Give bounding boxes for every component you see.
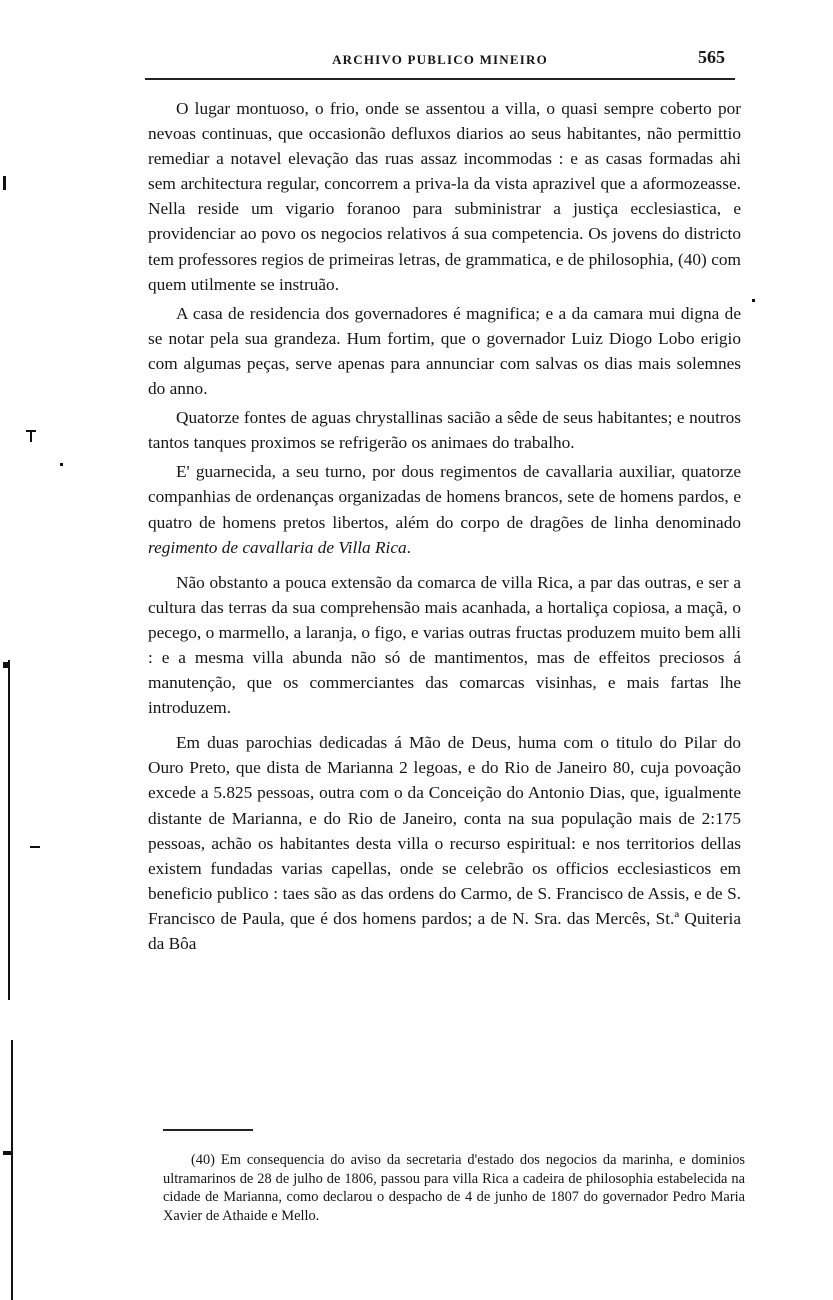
paragraph: A casa de residencia dos governadores é magnifica; e a da camara mui digna de se notar pela sua grandeza. Hum fortim, que o governador Luiz Diogo Lobo erigio com algumas peças, serve apenas para annunciar com salvas os dias mais solemnes do anno. xyxy=(148,303,741,399)
paragraph-cavalry xyxy=(148,459,741,559)
scan-mark xyxy=(60,463,63,466)
footnote: (40) Em consequencia do aviso da secretaria d'estado dos negocios da marinha, e dominios ultramarinos de 28 de julho de 1806, passou para villa Rica a cadeira de philosophia estabelecida na cidade de Marianna, como declarou o despacho de 4 de junho de 1807 do governador Pedro Maria Xavier de Athaide e Mello. xyxy=(163,1152,745,1224)
paragraph: Quatorze fontes de aguas chrystallinas sacião a sêde de seus habitantes; e noutros tantos tanques proximos se refrigerão os animaes do trabalho. xyxy=(148,408,741,453)
paragraph-text: . xyxy=(406,537,411,557)
running-title: ARCHIVO PUBLICO MINEIRO xyxy=(332,52,548,67)
body-text xyxy=(148,96,741,956)
header-rule xyxy=(145,78,735,80)
paragraph-text: E' guarnecida, a seu turno, por dous regimentos de cavallaria auxiliar, quatorze companhias de ordenanças organizadas de homens brancos, sete de homens pardos, e quatro de homens pretos libertos, além do corpo de dragões de linha denominado xyxy=(148,462,741,532)
paragraph: Em duas parochias dedicadas á Mão de Deus, huma com o titulo do Pilar do Ouro Preto, que dista de Marianna 2 legoas, e do Rio de Janeiro 80, cuja povoação excede a 5.825 pessoas, outra com o da Conceição do Antonio Dias, que, igualmente distante de Marianna, e do Rio de Janeiro, conta na sua população mais de 2:175 pessoas, achão os habitantes desta villa o recurso espiritual: e nos territorios dellas existem fundadas varias capellas, onde se celebrão os officios ecclesiasticos em beneficio publico : taes são as das ordens do Carmo, de S. Francisco de Assis, e de S. Francisco de Paula, que é dos homens pardos; a de N. Sra. das Mercês, St.ª Quiteria da Bôa xyxy=(148,733,741,953)
page-number: 565 xyxy=(698,47,725,67)
scan-mark xyxy=(3,176,6,190)
page-header xyxy=(145,44,735,74)
footnote-rule xyxy=(163,1129,253,1131)
scan-mark xyxy=(30,430,32,442)
regiment-name: regimento de cavallaria de Villa Rica xyxy=(148,537,407,557)
paragraph: Não obstanto a pouca extensão da comarca de villa Rica, a par das outras, e ser a cultura das terras da sua comprehensão mais acanhada, a hortaliça copiosa, a maçã, o pecego, o marmello, a laranja, o figo, e varias outras fructas produzem muito bem alli : e a mesma villa abunda não só de mantimentos, mas de effeitos preciosos á manutenção, que os commerciantes das comarcas visinhas, e mais fartas lhe introduzem. xyxy=(148,572,741,718)
paragraph: O lugar montuoso, o frio, onde se assentou a villa, o quasi sempre coberto por nevoas continuas, que occasionão defluxos diarios ao seus habitantes, não permittio remediar a notavel elevação das ruas assaz incommodas : e as casas formadas ahi sem architectura regular, concorrem a priva-la da vista aprazivel que a aformozeasse. Nella reside um vigario foranoo para subministrar a justiça ecclesiastica, e providenciar ao povo os negocios relativos á sua competencia. Os jovens do districto tem professores regios de primeiras letras, de grammatica, e de philosophia, (40) com quem utilmente se instruão. xyxy=(148,99,741,294)
scan-mark xyxy=(30,846,40,848)
scan-mark xyxy=(11,1040,13,1300)
scan-mark xyxy=(3,1151,11,1155)
scan-mark xyxy=(752,299,755,302)
scan-mark xyxy=(3,662,9,668)
scan-mark xyxy=(8,660,10,1000)
